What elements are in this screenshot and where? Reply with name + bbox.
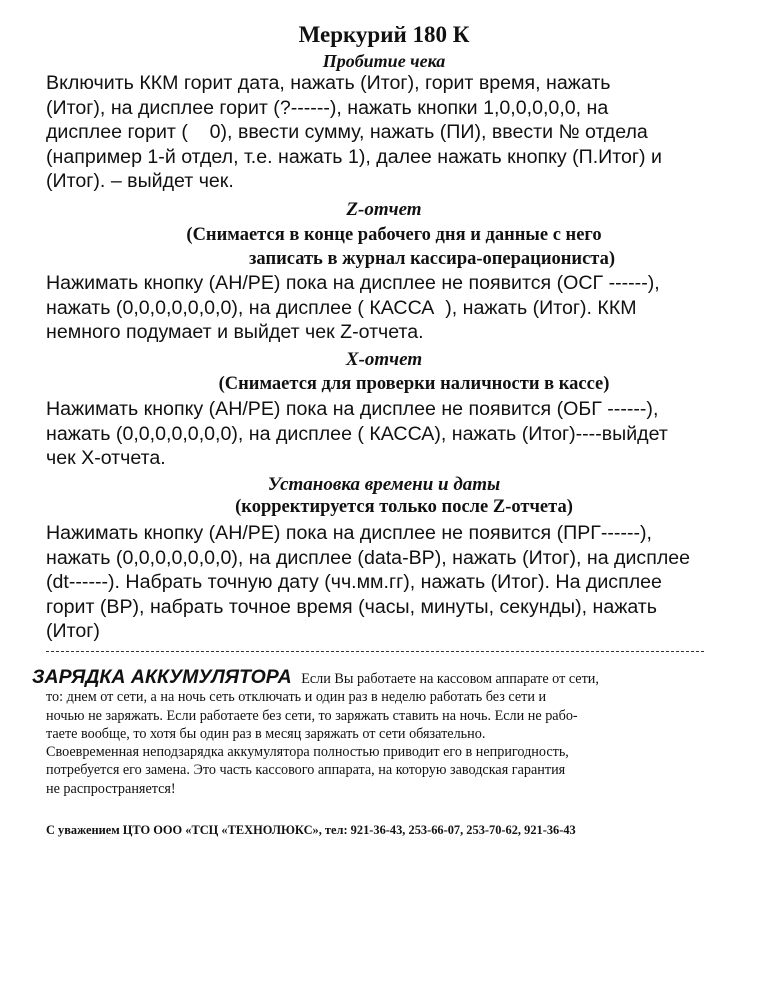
receipt-line: дисплее горит ( 0), ввести сумму, нажать (ПИ), ввести № отдела xyxy=(46,121,648,143)
footer-contacts: С уважением ЦТО ООО «ТСЦ «ТЕХНОЛЮКС», тел: 921-36-43, 253-66-07, 253-70-62, 921-36-43 xyxy=(46,823,576,837)
receipt-line: (например 1-й отдел, т.е. нажать 1), далее нажать кнопку (П.Итог) и xyxy=(46,145,662,168)
battery-line: потребуется его замена. Это часть кассового аппарата, на которую заводская гарантия xyxy=(46,762,566,779)
datetime-line: нажать (0,0,0,0,0,0,0), на дисплее (data-ВР), нажать (Итог), на дисплее xyxy=(46,546,691,569)
receipt-heading: Пробитие чека xyxy=(322,51,446,71)
receipt-instructions xyxy=(46,71,736,194)
receipt-line: (Итог), на дисплее горит (?------), нажать кнопки 1,0,0,0,0,0, на xyxy=(46,96,609,119)
battery-line: не распространяется! xyxy=(46,780,176,797)
datetime-instructions xyxy=(46,521,736,644)
z-report-line: немного подумает и выйдет чек Z-отчета. xyxy=(46,321,424,343)
z-report-instructions xyxy=(46,271,736,345)
x-report-instructions xyxy=(46,397,736,471)
battery-line: ночью не заряжать. Если работаете без сети, то заряжать ставить на ночь. Если не рабо- xyxy=(46,707,578,724)
document-title: Меркурий 180 К xyxy=(298,22,470,47)
datetime-line: (dt------). Набрать точную дату (чч.мм.гг), нажать (Итог). На дисплее xyxy=(46,571,662,593)
datetime-line: (Итог) xyxy=(46,620,100,642)
datetime-heading: Установка времени и даты xyxy=(267,474,501,495)
receipt-line: Включить ККМ горит дата, нажать (Итог), горит время, нажать xyxy=(46,72,611,94)
x-report-note-line: (Снимается для проверки наличности в кассе) xyxy=(218,374,610,394)
z-report-line: нажать (0,0,0,0,0,0,0), на дисплее ( КАССА ), нажать (Итог). ККМ xyxy=(46,296,637,319)
datetime-note-line: (корректируется только после Z-отчета) xyxy=(235,497,573,517)
z-report-note-line: (Снимается в конце рабочего дня и данные с него xyxy=(186,225,602,245)
battery-section xyxy=(32,666,746,798)
x-report-heading: Х-отчет xyxy=(345,349,423,370)
datetime-line: Нажимать кнопку (АН/РЕ) пока на дисплее не появится (ПРГ------), xyxy=(46,522,652,544)
z-report-line: Нажимать кнопку (АН/РЕ) пока на дисплее не появится (ОСГ ------), xyxy=(46,272,660,294)
battery-line: то: днем от сети, а на ночь сеть отключать и один раз в неделю работать без сети и xyxy=(46,689,547,706)
battery-line: таете вообще, то хотя бы один раз в месяц заряжать от сети обязательно. xyxy=(46,725,486,742)
datetime-line: горит (ВР), набрать точное время (часы, минуты, секунды), нажать xyxy=(46,595,657,618)
battery-line: Если Вы работаете на кассовом аппарате от сети, xyxy=(301,671,599,687)
battery-heading: ЗАРЯДКА АККУМУЛЯТОРА xyxy=(32,666,292,688)
battery-first-row xyxy=(32,666,746,688)
z-report-note-line: записать в журнал кассира-операциониста) xyxy=(249,249,615,269)
battery-line: Своевременная неподзарядка аккумулятора полностью приводит его в непригодность, xyxy=(46,744,569,761)
x-report-line: нажать (0,0,0,0,0,0,0), на дисплее ( КАССА), нажать (Итог)----выйдет xyxy=(46,422,668,445)
z-report-heading: Z-отчет xyxy=(346,199,422,220)
x-report-line: Нажимать кнопку (АН/РЕ) пока на дисплее не появится (ОБГ ------), xyxy=(46,398,659,420)
receipt-line: (Итог). – выйдет чек. xyxy=(46,170,234,192)
x-report-line: чек Х-отчета. xyxy=(46,447,166,469)
section-divider xyxy=(46,651,704,652)
